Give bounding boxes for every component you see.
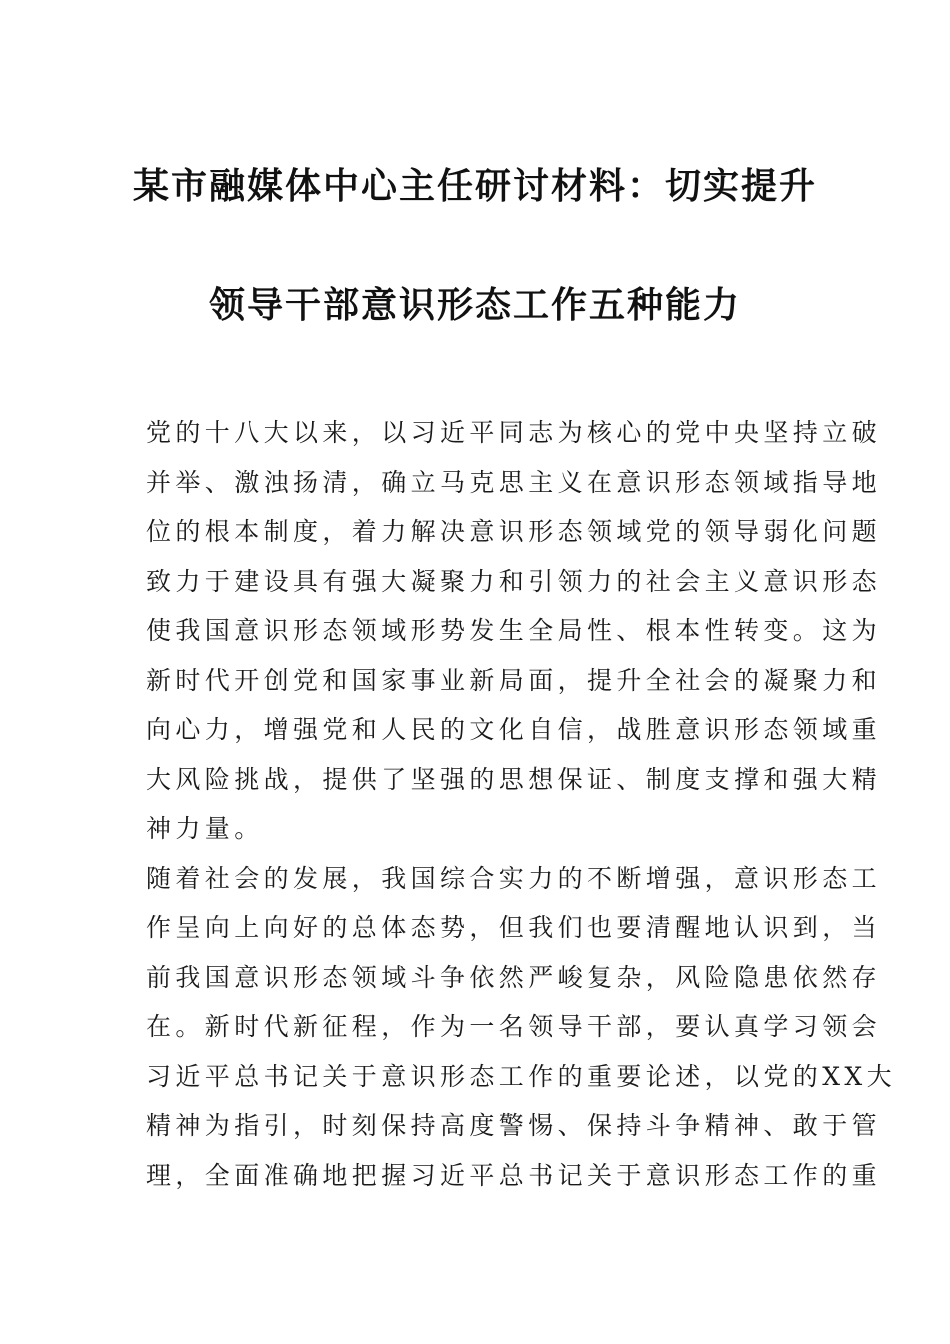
paragraph-1 xyxy=(146,408,882,854)
paragraph-line: 党的十八大以来，以习近平同志为核心的党中央坚持立破 xyxy=(146,418,882,447)
paragraph-line: 致力于建设具有强大凝聚力和引领力的社会主义意识形态 xyxy=(146,566,882,596)
paragraph-line: 习近平总书记关于意识形态工作的重要论述，以党的XX大 xyxy=(146,1061,896,1091)
paragraph-line: 位的根本制度，着力解决意识形态领域党的领导弱化问题 xyxy=(146,517,882,546)
paragraph-2 xyxy=(146,854,896,1201)
paragraph-line: 使我国意识形态领域形势发生全局性、根本性转变。这为 xyxy=(146,616,882,645)
paragraph-line: 作呈向上向好的总体态势，但我们也要清醒地认识到，当 xyxy=(146,913,882,942)
paragraph-line: 在。新时代新征程，作为一名领导干部，要认真学习领会 xyxy=(146,1012,882,1041)
paragraph-line: 大风险挑战，提供了坚强的思想保证、制度支撑和强大精 xyxy=(146,764,882,794)
paragraph-line: 随着社会的发展，我国综合实力的不断增强，意识形态工 xyxy=(146,863,882,893)
paragraph-line: 向心力，增强党和人民的文化自信，战胜意识形态领域重 xyxy=(146,715,882,744)
document-title-line-1: 某市融媒体中心主任研讨材料：切实提升 xyxy=(132,165,817,207)
paragraph-line: 精神为指引，时刻保持高度警惕、保持斗争精神、敢于管 xyxy=(146,1111,882,1140)
paragraph-line: 新时代开创党和国家事业新局面，提升全社会的凝聚力和 xyxy=(146,665,882,695)
paragraph-line: 前我国意识形态领域斗争依然严峻复杂，风险隐患依然存 xyxy=(146,962,882,992)
paragraph-line: 神力量。 xyxy=(146,814,264,843)
paragraph-line: 理，全面准确地把握习近平总书记关于意识形态工作的重 xyxy=(146,1160,882,1190)
paragraph-line: 并举、激浊扬清，确立马克思主义在意识形态领域指导地 xyxy=(146,467,882,497)
document-title-line-2: 领导干部意识形态工作五种能力 xyxy=(208,284,741,326)
document-body xyxy=(146,408,896,1200)
